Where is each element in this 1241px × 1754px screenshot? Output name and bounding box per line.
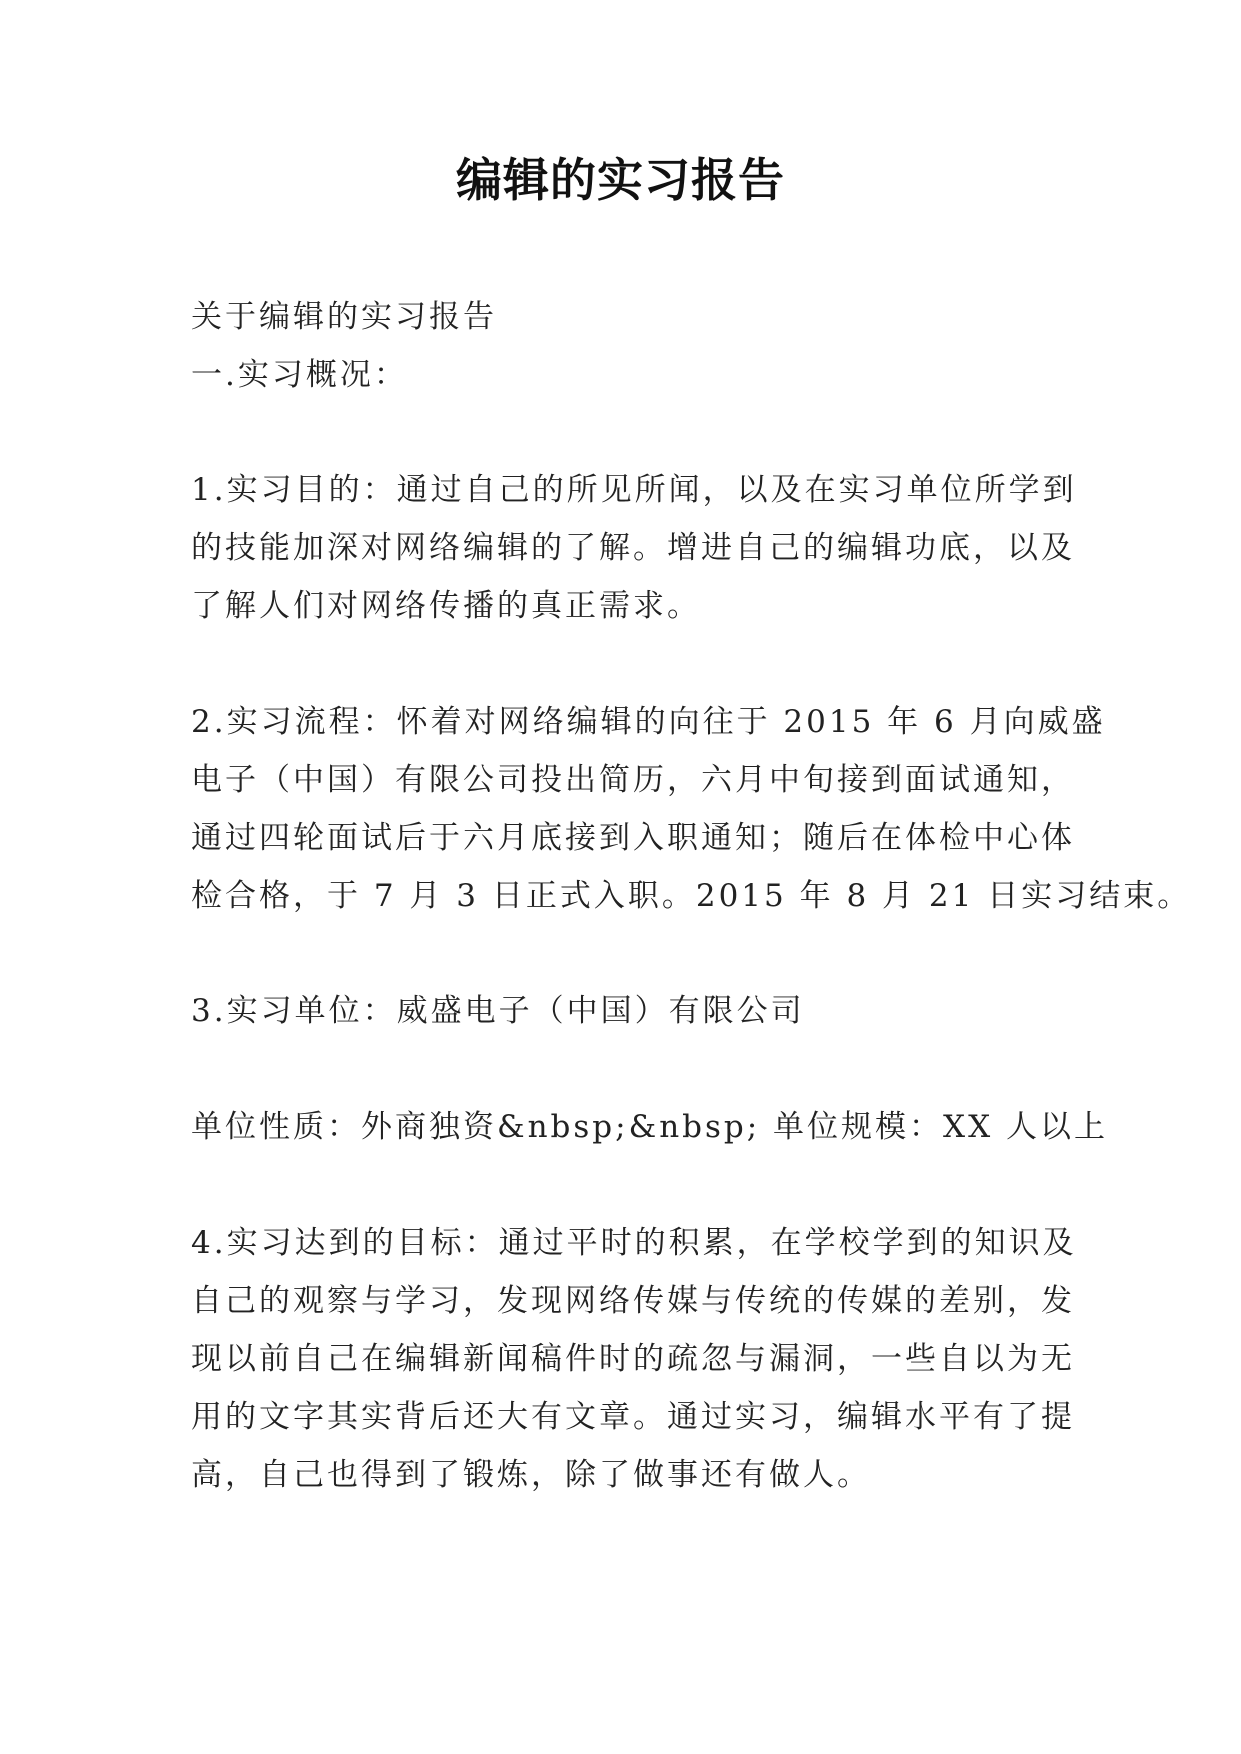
document-title: 编辑的实习报告: [456, 153, 785, 207]
text-line: 用的文字其实背后还大有文章。通过实习，编辑水平有了提: [191, 1399, 1075, 1435]
text-line: 了解人们对网络传播的真正需求。: [191, 588, 701, 624]
text-line: 单位性质：外商独资&nbsp;&nbsp; 单位规模：XX 人以上: [191, 1109, 1109, 1145]
text-line: 自己的观察与学习，发现网络传媒与传统的传媒的差别，发: [191, 1283, 1075, 1319]
text-line: 检合格，于 7 月 3 日正式入职。2015 年 8 月 21 日实习结束。: [191, 878, 1192, 914]
text-line: 的技能加深对网络编辑的了解。增进自己的编辑功底，以及: [191, 530, 1075, 566]
text-line: 1.实习目的：通过自己的所见所闻，以及在实习单位所学到: [191, 472, 1077, 508]
text-line: 电子（中国）有限公司投出简历，六月中旬接到面试通知，: [191, 762, 1075, 798]
text-line: 3.实习单位：威盛电子（中国）有限公司: [191, 993, 805, 1029]
text-line: 4.实习达到的目标：通过平时的积累，在学校学到的知识及: [191, 1225, 1077, 1261]
text-line: 通过四轮面试后于六月底接到入职通知；随后在体检中心体: [191, 820, 1075, 856]
text-line: 一.实习概况：: [191, 357, 408, 393]
text-line: 2.实习流程：怀着对网络编辑的向往于 2015 年 6 月向威盛: [191, 704, 1106, 740]
text-line: 高，自己也得到了锻炼，除了做事还有做人。: [191, 1457, 871, 1493]
text-line: 现以前自己在编辑新闻稿件时的疏忽与漏洞，一些自以为无: [191, 1341, 1075, 1377]
text-line: 关于编辑的实习报告: [191, 299, 497, 335]
